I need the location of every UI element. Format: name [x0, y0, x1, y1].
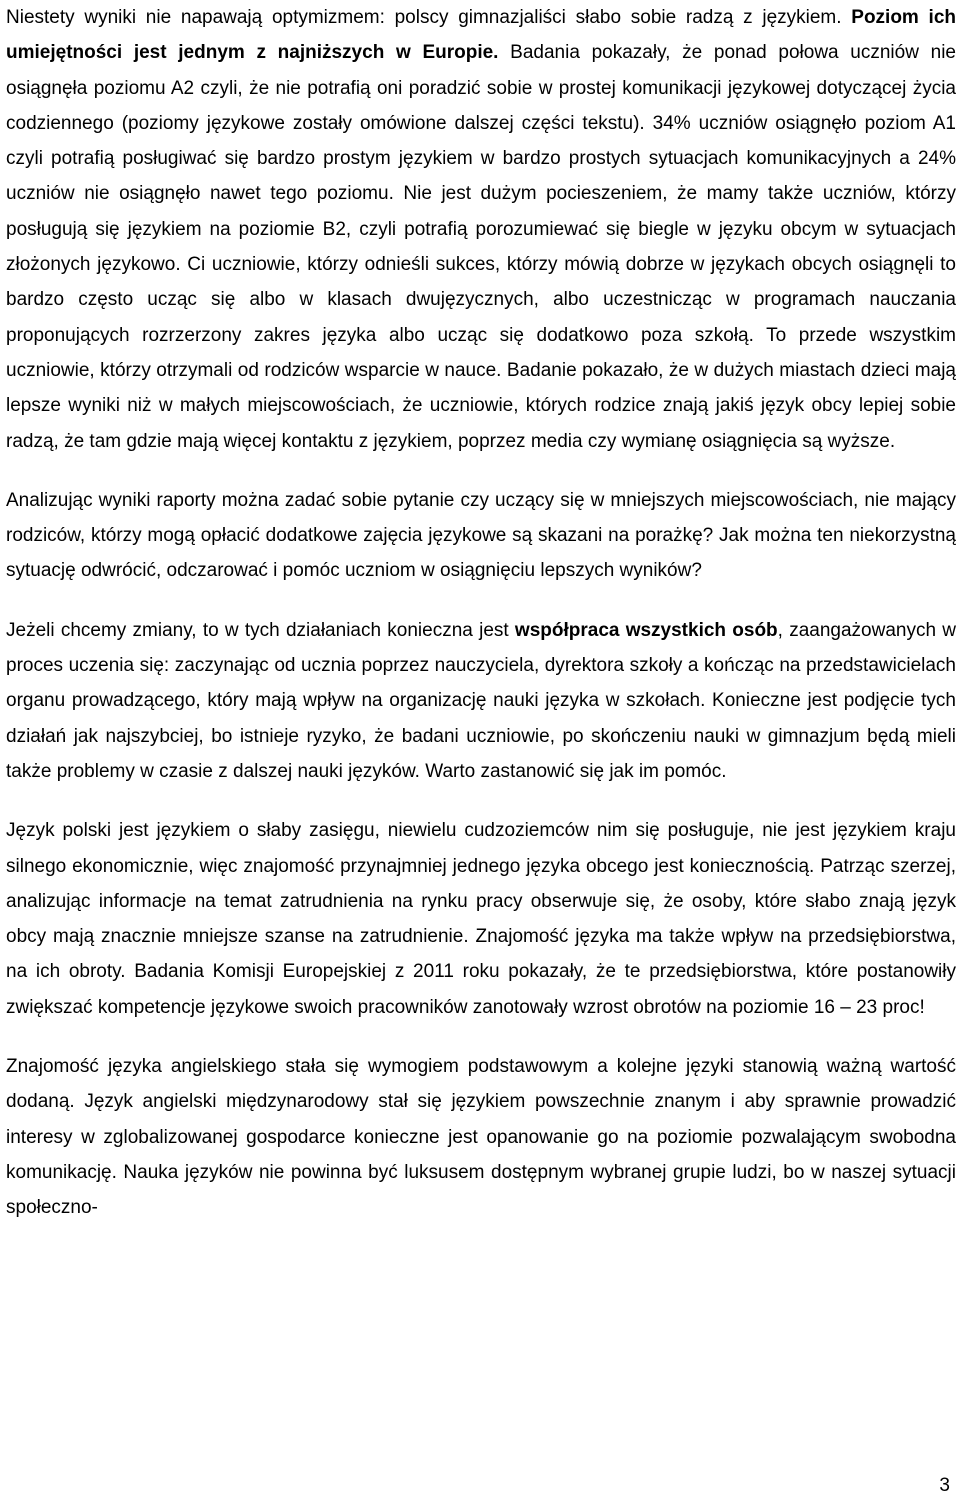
paragraph-5-text: Znajomość języka angielskiego stała się wymogiem podstawowym a kolejne języki stanowią ważną wartość dodaną. Język angielski międzynarodowy stał się językiem powszechnie znanym i aby sprawnie prowadzić interesy w zglobalizowanej gospodarce konieczne jest opanowanie go na poziomie pozwalającym swobodna komunikację. Nauka języków nie powinna być luksusem dostępnym wybranej grupie ludzi, bo w naszej sytuacji społeczno-	[6, 1056, 956, 1219]
paragraph-spacer	[6, 789, 956, 813]
paragraph-1	[6, 0, 956, 459]
paragraph-4-text: Język polski jest językiem o słaby zasięgu, niewielu cudzoziemców nim się posługuje, nie jest językiem kraju silnego ekonomicznie, więc znajomość przynajmniej jednego języka obcego jest koniecznością. Patrząc szerzej, analizując informacje na temat zatrudnienia na rynku pracy obserwuje się, że osoby, które słabo znają język obcy mają znacznie mniejsze szanse na zatrudnienie. Znajomość języka ma także wpływ na przedsiębiorstwa, na ich obroty. Badania Komisji Europejskiej z 2011 roku pokazały, że te przedsiębiorstwa, które postanowiły zwiększać kompetencje językowe swoich pracowników zanotowały wzrost obrotów na poziomie 16 – 23 proc!	[6, 820, 956, 1018]
paragraph-2	[6, 483, 956, 589]
paragraph-spacer	[6, 589, 956, 613]
paragraph-3-segment-1: Jeżeli chcemy zmiany, to w tych działaniach konieczna jest	[6, 619, 515, 641]
paragraph-spacer	[6, 459, 956, 483]
paragraph-3-bold-segment: współpraca wszystkich osób	[514, 619, 778, 641]
paragraph-5	[6, 1049, 956, 1225]
paragraph-1-segment-1: Niestety wyniki nie napawają optymizmem: polscy gimnazjaliści słabo sobie radzą z językiem.	[6, 7, 852, 28]
paragraph-1-segment-3: Badania pokazały, że ponad połowa uczniów nie osiągnęła poziomu A2 czyli, że nie potrafią oni poradzić sobie w prostej komunikacji językowej dotyczącej życia codziennego (poziomy językowe zostały omówione dalszej części tekstu). 34% uczniów osiągnęło poziom A1 czyli potrafią posługiwać się bardzo prostym językiem w bardzo prostych sytuacjach komunikacyjnych a 24% uczniów nie osiągnęło nawet tego poziomu. Nie jest dużym pocieszeniem, że mamy także uczniów, którzy posługują się językiem na poziomie B2, czyli potrafią porozumiewać się biegle w języku obcym w sytuacjach złożonych językowo. Ci uczniowie, którzy odnieśli sukces, którzy mówią dobrze w językach obcych osiągnęli to bardzo często ucząc się albo w klasach dwujęzycznych, albo uczestnicząc w programach nauczania proponujących rozrzerzony zakres języka albo ucząc się dodatkowo poza szkołą. To przede wszystkim uczniowie, którzy otrzymali od rodziców wsparcie w nauce. Badanie pokazało, że w dużych miastach dzieci mają lepsze wyniki niż w małych miejscowościach, że uczniowie, których rodzice znają jakiś język obcy lepiej sobie radzą, że tam gdzie mają więcej kontaktu z językiem, poprzez media czy wymianę osiągnięcia są wyższe.	[6, 42, 956, 452]
paragraph-4	[6, 813, 956, 1025]
paragraph-3-segment-3: , zaangażowanych w proces uczenia się: zaczynając od ucznia poprzez nauczyciela, dyrektora szkoły a kończąc na przedstawicielach organu prowadzącego, który mają wpływ na organizację nauki języka w szkołach. Konieczne jest podjęcie tych działań jak najszybciej, bo istnieje ryzyko, że badani uczniowie, po skończeniu nauki w gimnazjum będą mieli także problemy w czasie z dalszej nauki języków. Warto zastanowić się jak im pomóc.	[6, 619, 956, 782]
paragraph-1-bold-segment: Poziom ich umiejętności jest jednym z najniższych w Europie.	[6, 7, 956, 64]
paragraph-3	[6, 613, 956, 789]
document-page	[6, 0, 956, 1226]
paragraph-spacer	[6, 1025, 956, 1049]
paragraph-2-text: Analizując wyniki raporty można zadać sobie pytanie czy uczący się w mniejszych miejscowościach, nie mający rodziców, którzy mogą opłacić dodatkowe zajęcia językowe są skazani na porażkę? Jak można ten niekorzystną sytuację odwrócić, odczarować i pomóc uczniom w osiągnięciu lepszych wyników?	[6, 489, 956, 582]
page-number: 3	[939, 1475, 950, 1496]
